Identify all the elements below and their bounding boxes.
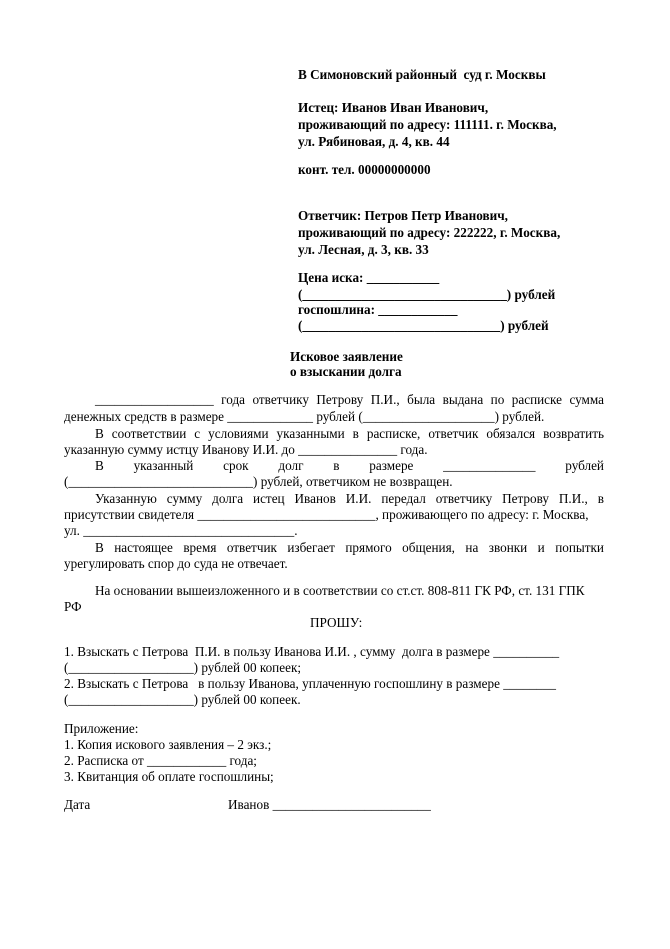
plaintiff-address: проживающий по адресу: 111111. г. Москва, bbox=[298, 117, 557, 132]
body-p3-line1: В указанный срок долг в размере ______________ рублей bbox=[95, 458, 604, 473]
defendant-name: Ответчик: Петров Петр Иванович, bbox=[298, 208, 508, 223]
body-p4-line2: присутствии свидетеля ___________________________, проживающего по адресу: г. Москва, bbox=[64, 507, 589, 522]
plaintiff-street: ул. Рябиновая, д. 4, кв. 44 bbox=[298, 134, 450, 149]
court-addressee: В Симоновский районный суд г. Москвы bbox=[298, 67, 546, 82]
request-heading: ПРОШУ: bbox=[310, 615, 363, 630]
defendant-address: проживающий по адресу: 222222, г. Москва, bbox=[298, 225, 561, 240]
request-item2-line1: 2. Взыскать с Петрова в пользу Иванова, уплаченную госпошлину в размере ________ bbox=[64, 676, 556, 691]
body-p6-line1: На основании вышеизложенного и в соответствии со ст.ст. 808-811 ГК РФ, ст. 131 ГПК bbox=[95, 583, 585, 598]
body-p4-line3: ул. ________________________________. bbox=[64, 523, 298, 538]
body-p1-line1: __________________ года ответчику Петрову П.И., была выдана по расписке сумма bbox=[95, 392, 604, 407]
request-item1-line1: 1. Взыскать с Петрова П.И. в пользу Иванова И.И. , сумму долга в размере __________ bbox=[64, 644, 560, 659]
state-fee-amount: (______________________________) рублей bbox=[298, 318, 549, 333]
request-item1-line2: (___________________) рублей 00 копеек; bbox=[64, 660, 302, 675]
body-p5-line1: В настоящее время ответчик избегает прямого общения, на звонки и попытки bbox=[95, 540, 604, 555]
claim-price-amount: (_______________________________) рублей bbox=[298, 287, 556, 302]
document-subtitle: о взыскании долга bbox=[290, 364, 402, 379]
appendix-item1: 1. Копия искового заявления – 2 экз.; bbox=[64, 737, 272, 752]
state-fee: госпошлина: ____________ bbox=[298, 302, 458, 317]
appendix-item3: 3. Квитанция об оплате госпошлины; bbox=[64, 769, 274, 784]
body-p4-line1: Указанную сумму долга истец Иванов И.И. передал ответчику Петрову П.И., в bbox=[95, 491, 604, 506]
body-p3-line2: (____________________________) рублей, ответчиком не возвращен. bbox=[64, 474, 453, 489]
plaintiff-phone: конт. тел. 00000000000 bbox=[298, 162, 431, 177]
body-p2-line1: В соответствии с условиями указанными в расписке, ответчик обязался возвратить bbox=[95, 426, 604, 441]
signature-line: Иванов ________________________ bbox=[228, 797, 431, 812]
defendant-street: ул. Лесная, д. 3, кв. 33 bbox=[298, 242, 429, 257]
request-item2-line2: (___________________) рублей 00 копеек. bbox=[64, 692, 301, 707]
body-p6-line2: РФ bbox=[64, 599, 82, 614]
appendix-item2: 2. Расписка от ____________ года; bbox=[64, 753, 257, 768]
date-label: Дата bbox=[64, 797, 91, 812]
body-p2-line2: указанную сумму истцу Иванову И.И. до _______________ года. bbox=[64, 442, 428, 457]
plaintiff-name: Истец: Иванов Иван Иванович, bbox=[298, 100, 489, 115]
appendix-heading: Приложение: bbox=[64, 721, 139, 736]
body-p5-line2: урегулировать спор до суда не отвечает. bbox=[64, 556, 288, 571]
document-title: Исковое заявление bbox=[290, 349, 403, 364]
body-p1-line2: денежных средств в размере _____________ рублей (____________________) рублей. bbox=[64, 409, 545, 424]
claim-price: Цена иска: ___________ bbox=[298, 270, 440, 285]
